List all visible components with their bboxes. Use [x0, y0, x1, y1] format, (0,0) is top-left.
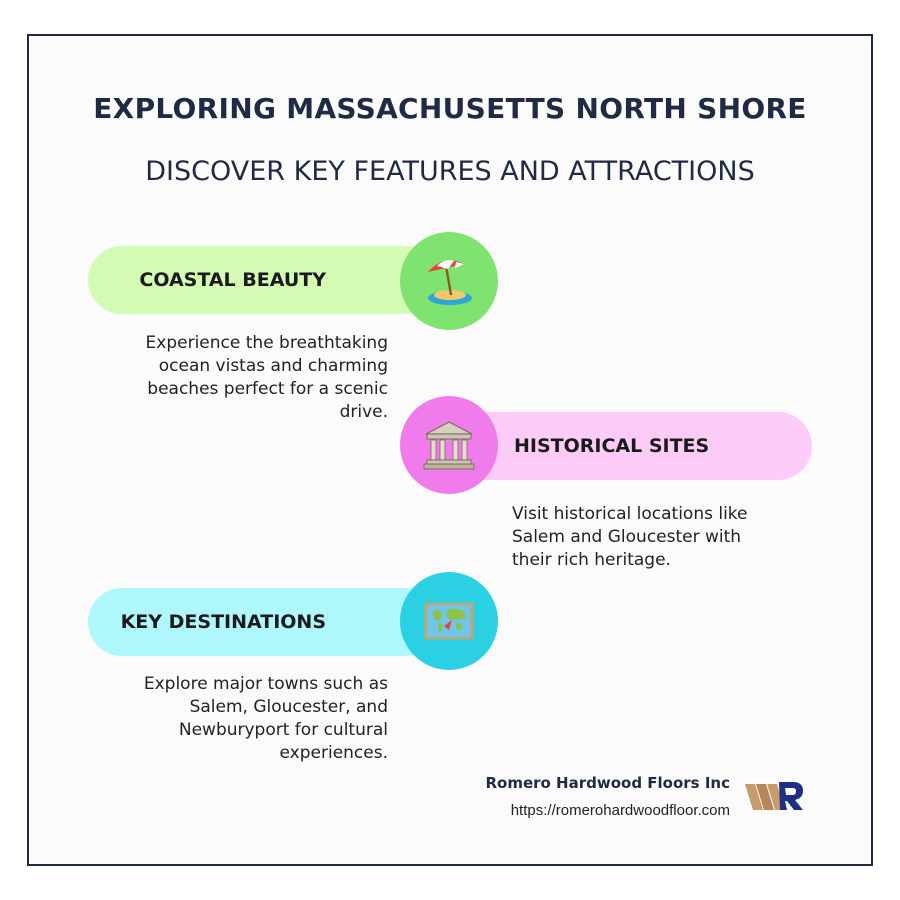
- beach-umbrella-icon: [420, 252, 478, 310]
- key-destinations-label: KEY DESTINATIONS: [120, 611, 326, 633]
- page-title: EXPLORING MASSACHUSETTS NORTH SHORE: [93, 92, 807, 125]
- historical-sites-label: HISTORICAL SITES: [514, 435, 710, 457]
- coastal-beauty-description: Experience the breathtaking ocean vistas and charming beaches perfect for a scenic drive.: [145, 333, 388, 422]
- key-destinations-pill: [88, 588, 438, 656]
- classical-building-icon: [420, 416, 478, 474]
- brand-url[interactable]: https://romerohardwoodfloor.com: [510, 802, 730, 819]
- brand-name: Romero Hardwood Floors Inc: [485, 774, 730, 792]
- key-destinations-icon-circle: [400, 572, 498, 670]
- coastal-beauty-label: COASTAL BEAUTY: [139, 269, 326, 291]
- key-destinations-description: Explore major towns such as Salem, Gloucester, and Newburyport for cultural experiences.: [143, 674, 388, 763]
- historical-sites-description: Visit historical locations like Salem and Gloucester with their rich heritage.: [512, 504, 748, 570]
- world-map-icon: [420, 592, 478, 650]
- romero-hardwood-logo: [745, 778, 805, 812]
- coastal-beauty-pill: [88, 246, 438, 314]
- page-subtitle: DISCOVER KEY FEATURES AND ATTRACTIONS: [145, 156, 755, 187]
- coastal-beauty-icon-circle: [400, 232, 498, 330]
- historical-sites-icon-circle: [400, 396, 498, 494]
